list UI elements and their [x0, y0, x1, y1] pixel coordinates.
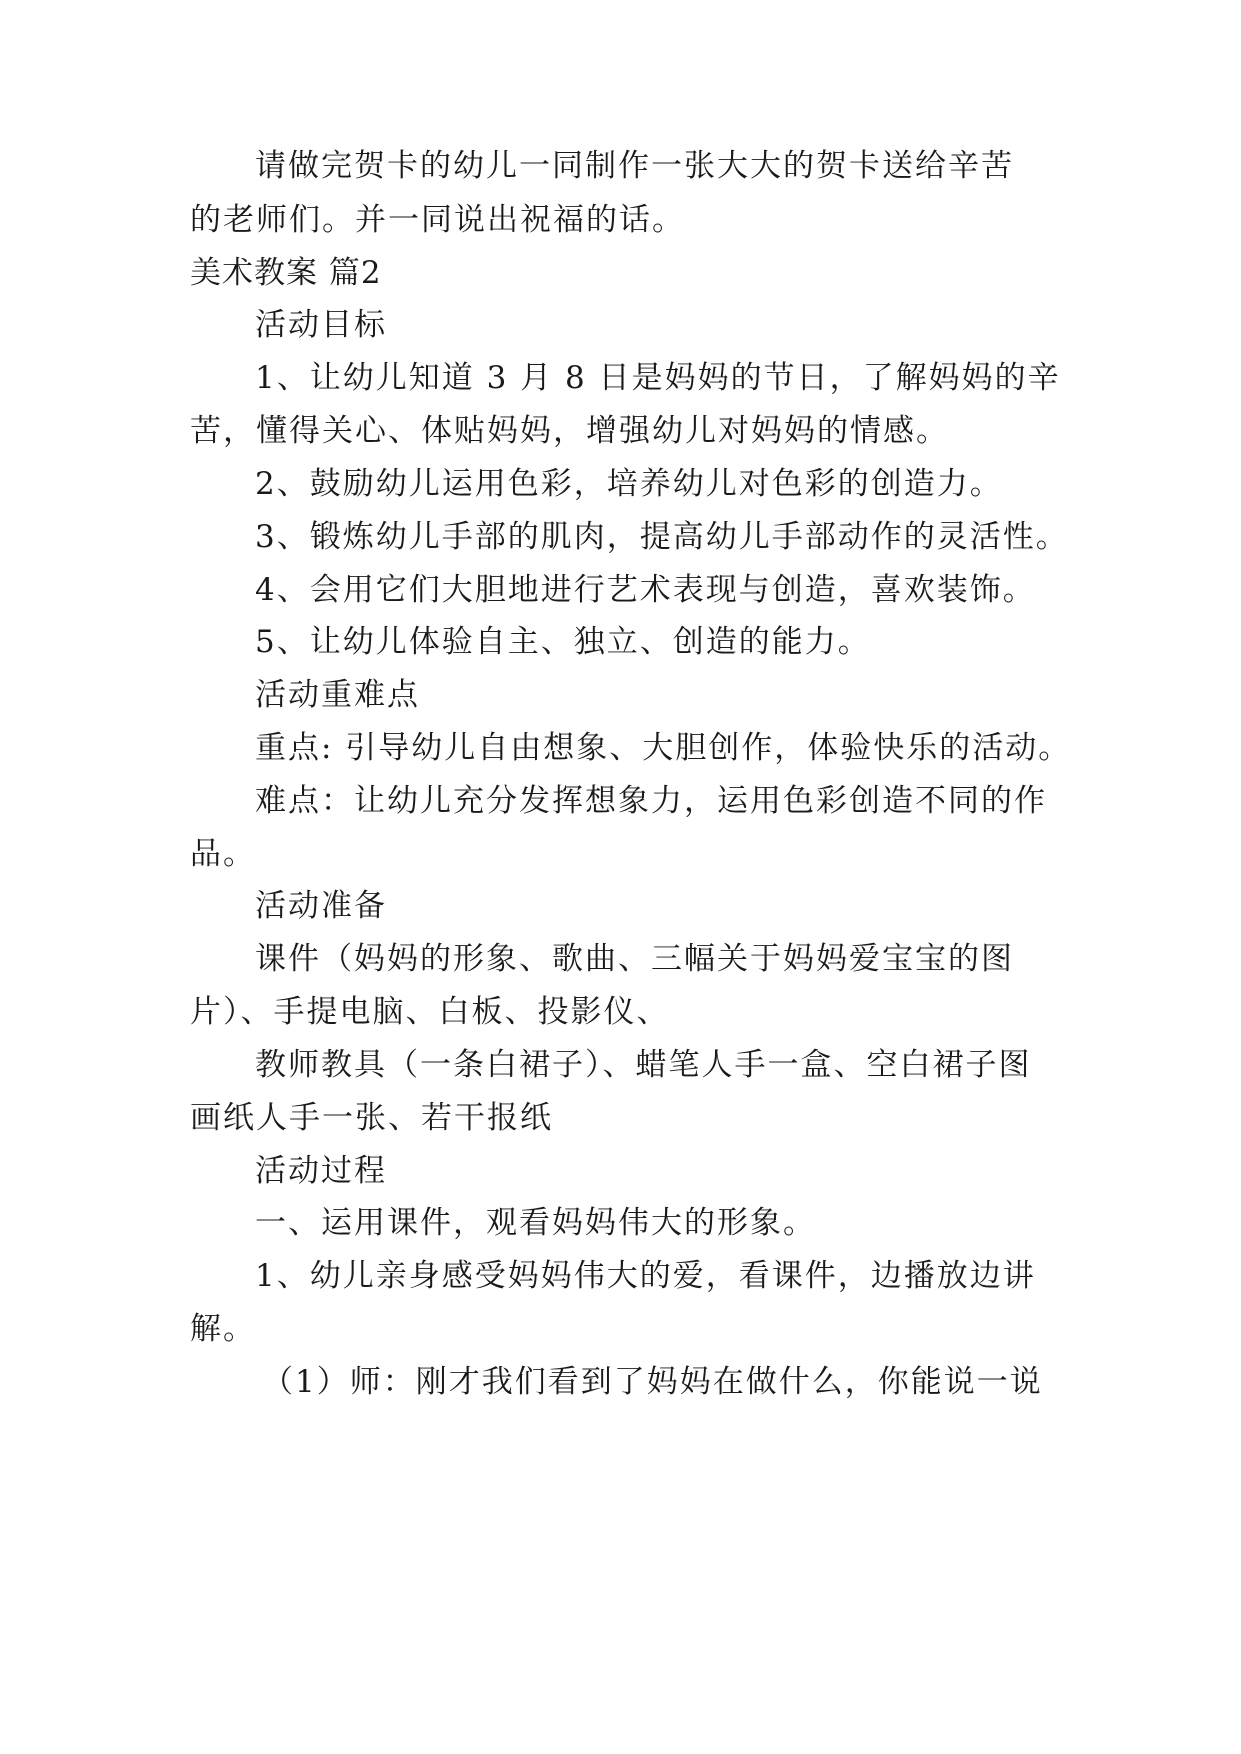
paragraph-line: 片）、手提电脑、白板、投影仪、: [190, 994, 670, 1030]
paragraph-line: 4、会用它们大胆地进行艺术表现与创造，喜欢装饰。: [255, 572, 1036, 608]
subheading-process: 活动过程: [255, 1153, 387, 1189]
paragraph-line: 5、让幼儿体验自主、独立、创造的能力。: [255, 624, 871, 660]
paragraph-line: 苦，懂得关心、体贴妈妈，增强幼儿对妈妈的情感。: [190, 413, 949, 449]
paragraph-line: 重点: 引导幼儿自由想象、大胆创作，体验快乐的活动。: [255, 730, 1072, 766]
paragraph-line: 的老师们。并一同说出祝福的话。: [190, 202, 685, 238]
section-title: 美术教案 篇2: [190, 255, 382, 291]
paragraph-line: 教师教具（一条白裙子）、蜡笔人手一盒、空白裙子图: [255, 1047, 1032, 1083]
subheading-goals: 活动目标: [255, 307, 387, 343]
paragraph-line: 课件（妈妈的形象、歌曲、三幅关于妈妈爱宝宝的图: [255, 941, 1014, 977]
paragraph-line: 难点：让幼儿充分发挥想象力，运用色彩创造不同的作: [255, 783, 1047, 819]
paragraph-line: 解。: [190, 1311, 256, 1347]
paragraph-line: 品。: [190, 836, 256, 872]
paragraph-line: 3、锻炼幼儿手部的肌肉，提高幼儿手部动作的灵活性。: [255, 519, 1069, 555]
paragraph-line: 一、运用课件，观看妈妈伟大的形象。: [255, 1205, 816, 1241]
paragraph-line: 请做完贺卡的幼儿一同制作一张大大的贺卡送给辛苦: [255, 148, 1014, 184]
paragraph-line: 1、幼儿亲身感受妈妈伟大的爱，看课件，边播放边讲: [255, 1258, 1036, 1294]
subheading-preparation: 活动准备: [255, 888, 387, 924]
paragraph-line: 1、让幼儿知道 3 月 8 日是妈妈的节日，了解妈妈的辛: [255, 360, 1061, 396]
paragraph-line: （1）师：刚才我们看到了妈妈在做什么，你能说一说: [262, 1364, 1043, 1400]
paragraph-line: 画纸人手一张、若干报纸: [190, 1100, 553, 1136]
paragraph-line: 2、鼓励幼儿运用色彩，培养幼儿对色彩的创造力。: [255, 466, 1003, 502]
subheading-key-points: 活动重难点: [255, 677, 420, 713]
